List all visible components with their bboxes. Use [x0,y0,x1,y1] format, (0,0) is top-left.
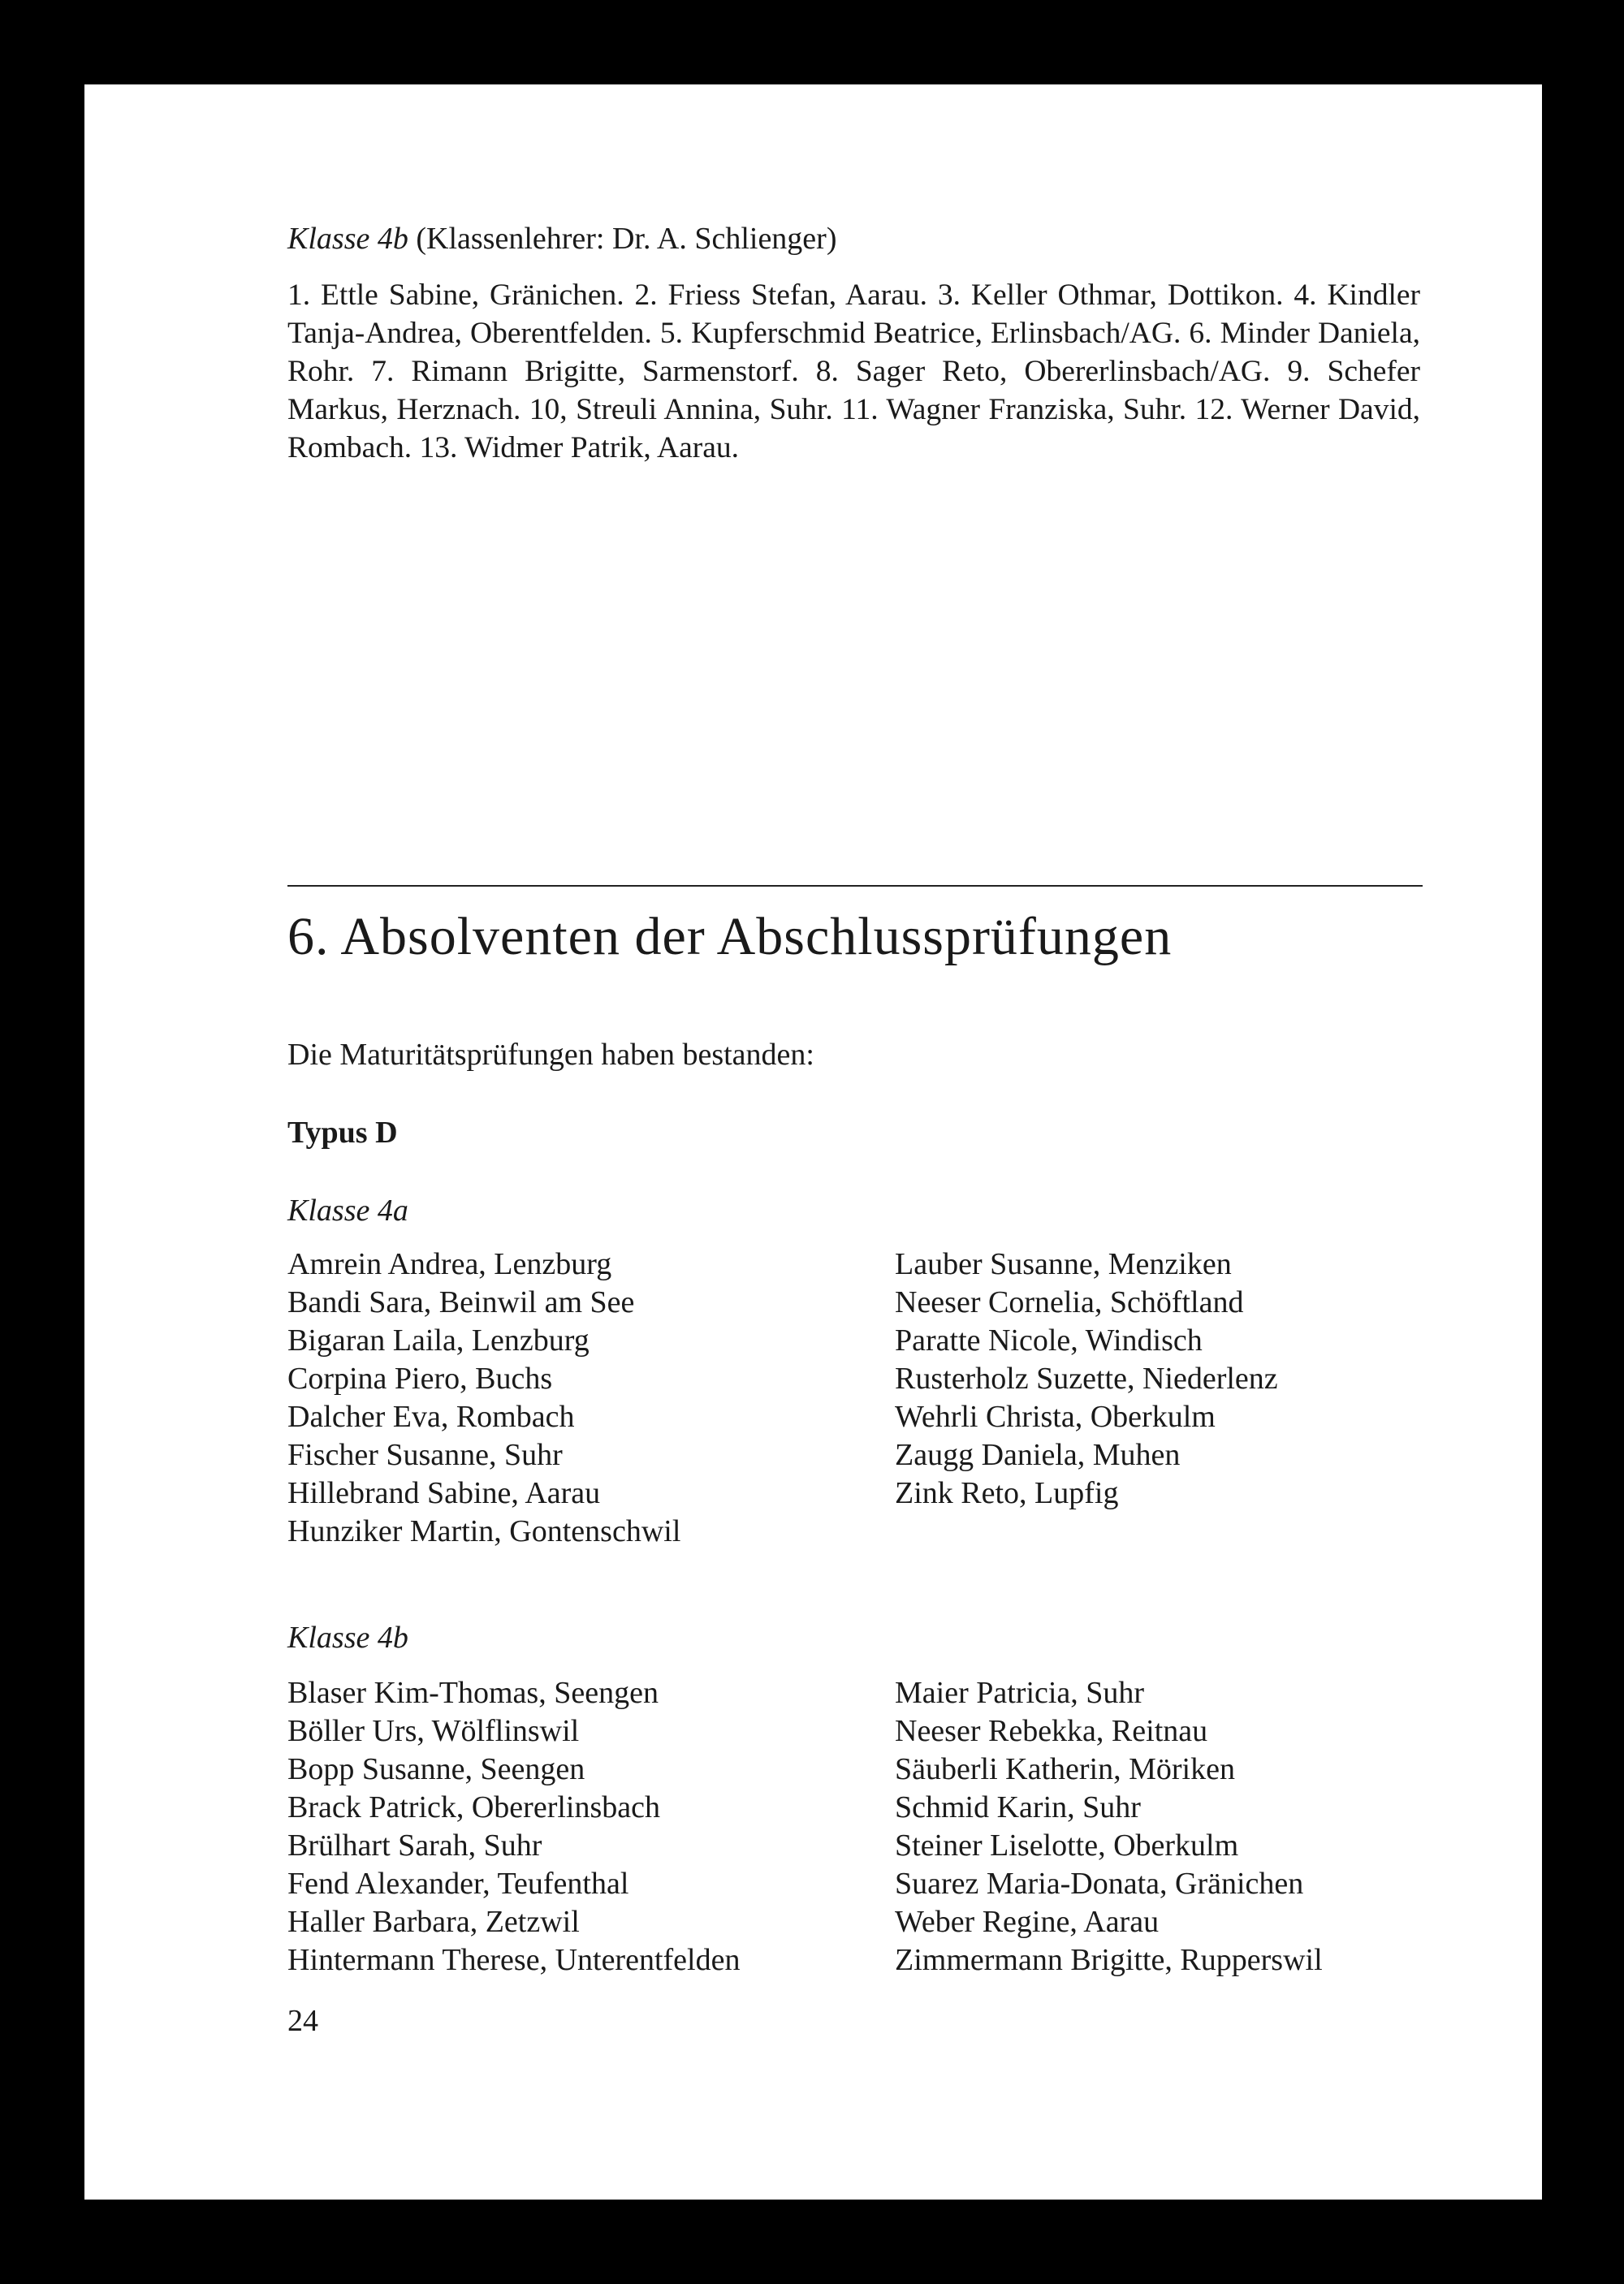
list-item: Steiner Liselotte, Oberkulm [895,1828,1239,1863]
list-item: Neeser Cornelia, Schöftland [895,1285,1244,1319]
list-item: Zink Reto, Lupfig [895,1476,1119,1510]
list-item: Hunziker Martin, Gontenschwil [287,1514,681,1548]
list-item: Suarez Maria-Donata, Gränichen [895,1867,1304,1901]
klasse-4b-heading: Klasse 4b [287,1621,408,1655]
page-number: 24 [287,2004,318,2038]
list-item: Hintermann Therese, Unterentfelden [287,1943,741,1977]
list-item: Rusterholz Suzette, Niederlenz [895,1362,1278,1396]
klasse-4b-right-list [895,1674,1323,1980]
list-item: Brülhart Sarah, Suhr [287,1828,542,1863]
list-item: Corpina Piero, Buchs [287,1362,553,1396]
klasse-4a-right-list [895,1246,1278,1513]
list-item: Bandi Sara, Beinwil am See [287,1285,635,1319]
list-item: Weber Regine, Aarau [895,1905,1160,1939]
list-item: Zimmermann Brigitte, Rupperswil [895,1943,1323,1977]
typus-heading: Typus D [287,1116,398,1150]
klasse-4a-heading: Klasse 4a [287,1194,408,1228]
top-class-heading [287,218,836,260]
list-item: Haller Barbara, Zetzwil [287,1905,580,1939]
list-item: Fischer Susanne, Suhr [287,1438,563,1472]
list-item: Zaugg Daniela, Muhen [895,1438,1181,1472]
klasse-4b-left-list [287,1674,740,1980]
section-title: 6. Absolventen der Abschlussprüfungen [287,907,1173,966]
section-intro: Die Maturitätsprüfungen haben bestanden: [287,1038,814,1072]
list-item: Paratte Nicole, Windisch [895,1323,1203,1358]
list-item: Bopp Susanne, Seengen [287,1752,585,1786]
list-item: Amrein Andrea, Lenzburg [287,1247,612,1281]
document-page [84,84,1542,2200]
section-divider [287,885,1423,887]
list-item: Böller Urs, Wölflinswil [287,1714,580,1748]
list-item: Bigaran Laila, Lenzburg [287,1323,590,1358]
list-item: Brack Patrick, Obererlinsbach [287,1790,660,1824]
list-item: Hillebrand Sabine, Aarau [287,1476,601,1510]
list-item: Dalcher Eva, Rombach [287,1400,575,1434]
top-class-label: Klasse 4b [287,222,408,256]
list-item: Neeser Rebekka, Reitnau [895,1714,1208,1748]
list-item: Blaser Kim-Thomas, Seengen [287,1676,659,1710]
list-item: Säuberli Katherin, Möriken [895,1752,1235,1786]
top-class-teacher: (Klassenlehrer: Dr. A. Schlienger) [416,222,837,256]
klasse-4a-left-list [287,1246,680,1551]
top-class-students-paragraph: 1. Ettle Sabine, Gränichen. 2. Friess Stefan, Aarau. 3. Keller Othmar, Dottikon. 4. Kindler Tanja-Andrea, Oberentfelden. 5. Kupferschmid Beatrice, Erlinsbach/AG. 6. Minder Daniela, Rohr. 7. Rimann Brigitte, Sarmenstorf. 8. Sager Reto, Obererlinsbach/AG. 9. Schefer Markus, Herznach. 10, Streuli Annina, Suhr. 11. Wagner Franziska, Suhr. 12. Werner David, Rombach. 13. Widmer Patrik, Aarau. [287,278,1420,464]
list-item: Fend Alexander, Teufenthal [287,1867,629,1901]
list-item: Wehrli Christa, Oberkulm [895,1400,1216,1434]
list-item: Maier Patricia, Suhr [895,1676,1145,1710]
list-item: Lauber Susanne, Menziken [895,1247,1232,1281]
list-item: Schmid Karin, Suhr [895,1790,1141,1824]
